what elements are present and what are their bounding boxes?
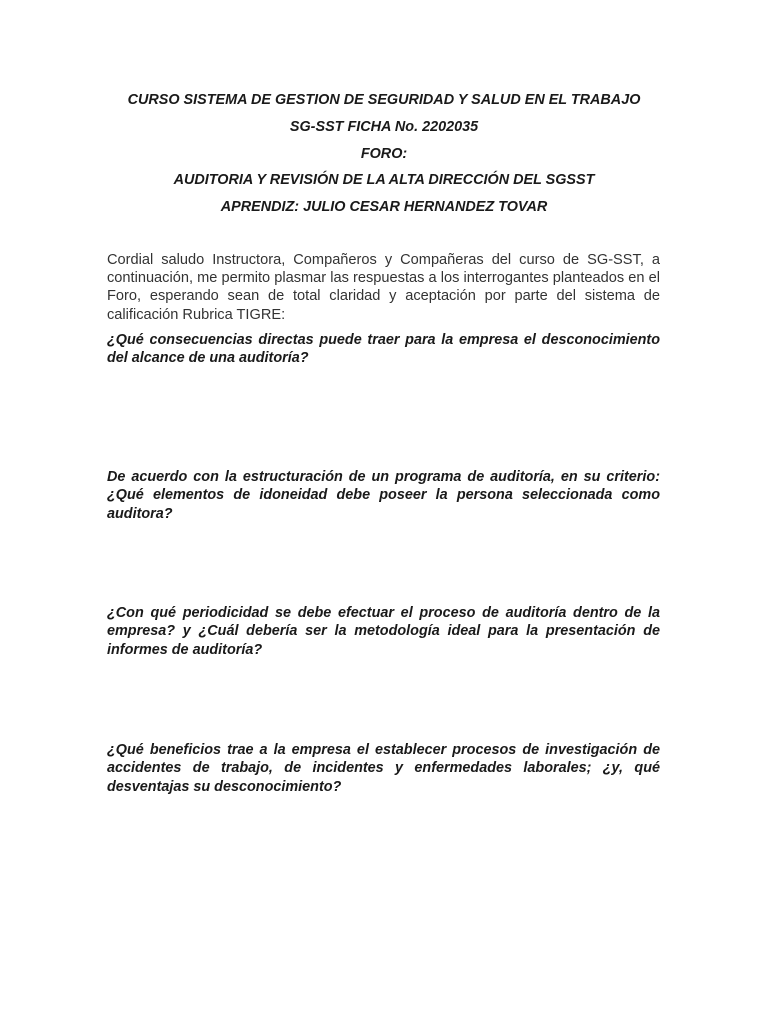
question-1: ¿Qué consecuencias directas puede traer para la empresa el desconocimiento del alcance de una auditoría?: [107, 332, 660, 367]
question-3: ¿Con qué periodicidad se debe efectuar el proceso de auditoría dentro de la empresa? y ¿Cuál debería ser la metodología ideal para la presentación de informes de auditoría?: [107, 605, 660, 658]
course-title: CURSO SISTEMA DE GESTION DE SEGURIDAD Y SALUD EN EL TRABAJO: [127, 92, 641, 108]
question-2: De acuerdo con la estructuración de un programa de auditoría, en su criterio: ¿Qué elementos de idoneidad debe poseer la persona seleccionada como auditora?: [107, 469, 660, 522]
question-4: ¿Qué beneficios trae a la empresa el establecer procesos de investigación de accidentes de trabajo, de incidentes y enfermedades laborales; ¿y, qué desventajas su desconocimiento?: [107, 742, 660, 795]
forum-topic: AUDITORIA Y REVISIÓN DE LA ALTA DIRECCIÓN DEL SGSST: [173, 172, 595, 188]
forum-label: FORO:: [360, 146, 408, 162]
ficha-number: SG-SST FICHA No. 2202035: [289, 119, 479, 135]
intro-paragraph: Cordial saludo Instructora, Compañeros y Compañeras del curso de SG-SST, a continuación, me permito plasmar las respuestas a los interrogantes planteados en el Foro, esperando sean de total claridad y aceptación por parte del sistema de calificación Rubrica TIGRE:: [107, 252, 660, 323]
apprentice-name: APRENDIZ: JULIO CESAR HERNANDEZ TOVAR: [220, 199, 548, 215]
